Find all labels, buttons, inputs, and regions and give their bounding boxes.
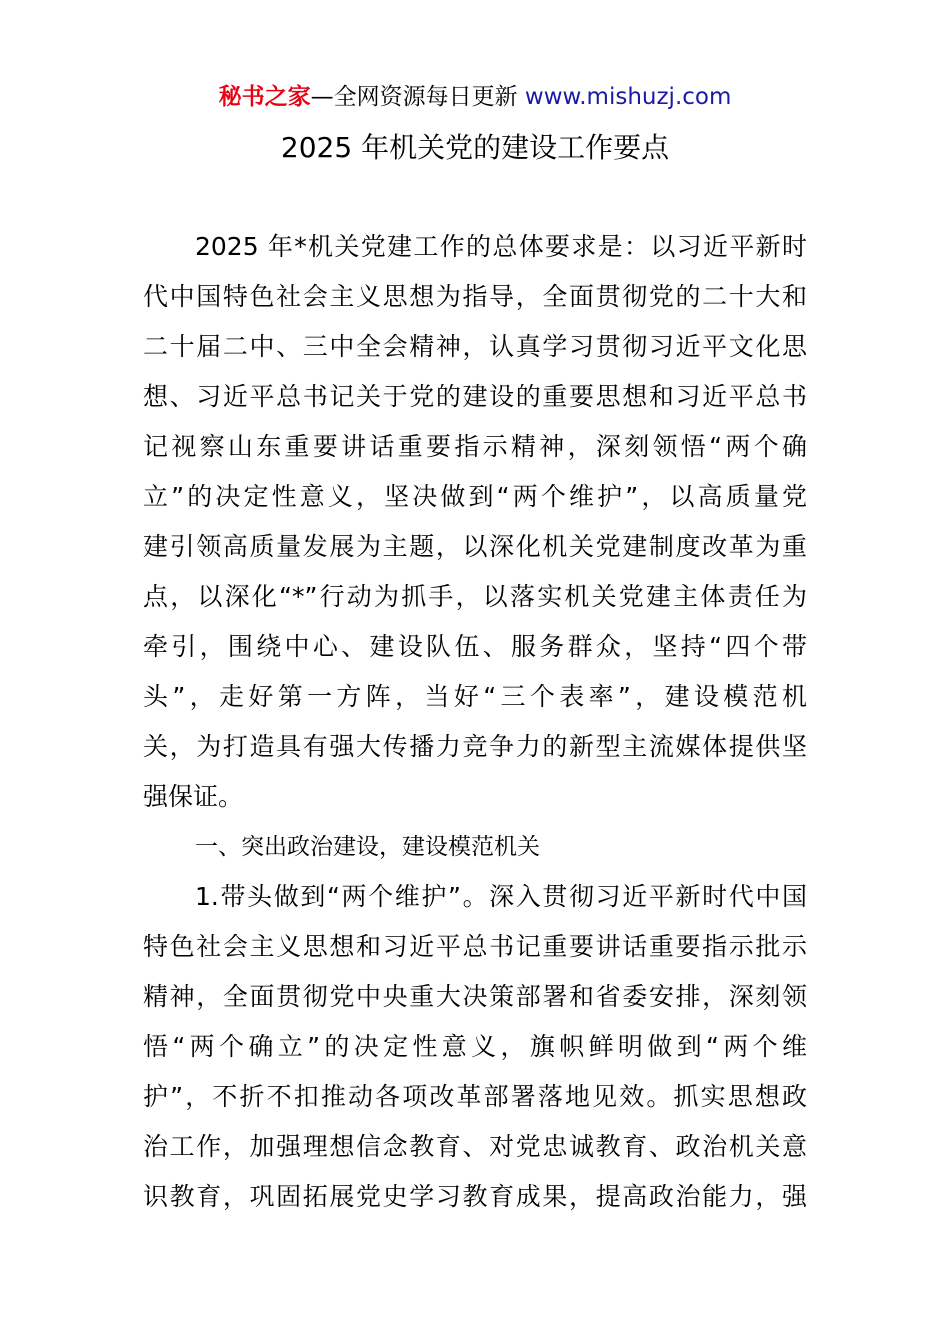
site-banner — [0, 80, 950, 114]
item-line: 1.带头做到“两个维护”。深入贯彻习近平新时代中国 — [195, 882, 807, 911]
item-line: 特色社会主义思想和习近平总书记重要讲话重要指示批示 — [143, 932, 807, 961]
item-line: 治工作，加强理想信念教育、对党忠诚教育、政治机关意 — [143, 1132, 807, 1161]
item-line: 精神，全面贯彻党中央重大决策部署和省委安排，深刻领 — [143, 982, 807, 1011]
item-line: 悟“两个确立”的决定性意义，旗帜鲜明做到“两个维 — [143, 1032, 807, 1061]
intro-line: 点，以深化“*”行动为抓手，以落实机关党建主体责任为 — [143, 582, 807, 611]
intro-line: 强保证。 — [143, 782, 244, 811]
intro-line: 想、习近平总书记关于党的建设的重要思想和习近平总书 — [143, 382, 807, 411]
intro-line: 2025 年*机关党建工作的总体要求是：以习近平新时 — [195, 232, 807, 261]
intro-line: 建引领高质量发展为主题，以深化机关党建制度改革为重 — [143, 532, 807, 561]
intro-paragraph — [143, 222, 807, 1222]
intro-line: 头”，走好第一方阵，当好“三个表率”，建设模范机 — [143, 682, 807, 711]
intro-line: 代中国特色社会主义思想为指导，全面贯彻党的二十大和 — [143, 282, 807, 311]
item-line: 识教育，巩固拓展党史学习教育成果，提高政治能力，强 — [143, 1182, 807, 1211]
intro-line: 牵引，围绕中心、建设队伍、服务群众，坚持“四个带 — [143, 632, 807, 661]
item-line: 护”，不折不扣推动各项改革部署落地见效。抓实思想政 — [143, 1082, 807, 1111]
intro-line: 关，为打造具有强大传播力竞争力的新型主流媒体提供坚 — [143, 732, 807, 761]
banner-tagline: —全网资源每日更新 — [310, 84, 525, 110]
intro-line: 记视察山东重要讲话重要指示精神，深刻领悟“两个确 — [143, 432, 807, 461]
banner-url-link[interactable]: www.mishuzj.com — [524, 84, 732, 110]
intro-line: 二十届二中、三中全会精神，认真学习贯彻习近平文化思 — [143, 332, 807, 361]
intro-line: 立”的决定性意义，坚决做到“两个维护”，以高质量党 — [143, 482, 807, 511]
banner-brand: 秘书之家 — [218, 84, 311, 110]
document-title: 2025 年机关党的建设工作要点 — [280, 131, 670, 164]
section-heading: 一、突出政治建设，建设模范机关 — [195, 834, 540, 860]
